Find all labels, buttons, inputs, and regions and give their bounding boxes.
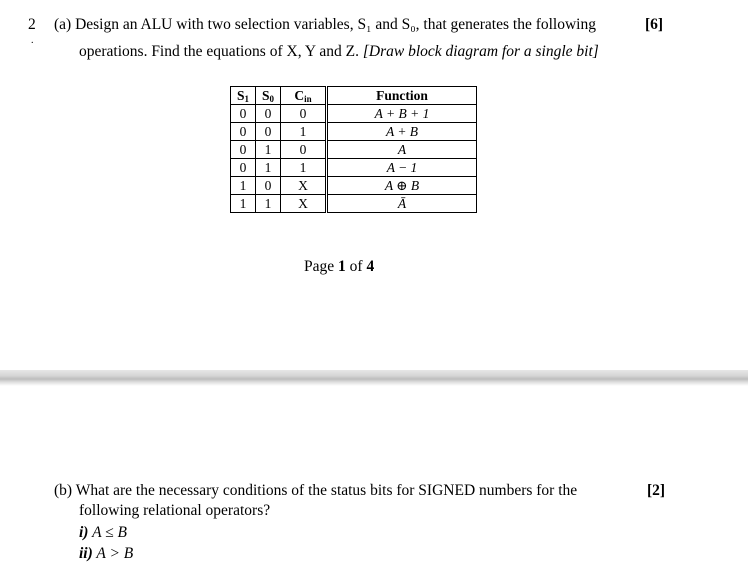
page-separator xyxy=(0,370,748,386)
cell-s0: 0 xyxy=(256,105,281,123)
cell-cin: 1 xyxy=(281,159,327,177)
cell-s1: 0 xyxy=(231,105,256,123)
cell-cin: X xyxy=(281,195,327,213)
cell-function: A ⊕ B xyxy=(327,177,477,195)
table-row xyxy=(231,105,477,123)
cell-s0: 0 xyxy=(256,177,281,195)
exam-page-2 xyxy=(0,386,748,576)
sub-question-expr: A > B xyxy=(96,545,134,562)
question-a-label: (a) xyxy=(54,16,72,33)
cell-function: A + B xyxy=(327,123,477,141)
page-number-prefix: Page xyxy=(304,258,335,275)
cell-cin: 0 xyxy=(281,141,327,159)
cell-s1: 1 xyxy=(231,195,256,213)
header-s0: $S_0$ xyxy=(256,87,281,105)
question-b-text-line2: following relational operators? xyxy=(79,502,271,519)
cell-function: A − 1 xyxy=(327,159,477,177)
page-number-mid: of xyxy=(349,258,363,275)
question-a-line2 xyxy=(79,43,599,61)
question-bullet: . xyxy=(31,35,34,46)
cell-function: Ā xyxy=(327,195,477,213)
table-row xyxy=(231,123,477,141)
question-a-instruction: [Draw block diagram for a single bit] xyxy=(362,43,599,60)
question-number: 2 xyxy=(28,16,36,33)
table-row xyxy=(231,141,477,159)
sub-question-label: ii) xyxy=(79,545,93,562)
cell-s1: 0 xyxy=(231,159,256,177)
cell-s0: 1 xyxy=(256,141,281,159)
cell-s1: 1 xyxy=(231,177,256,195)
question-b-label: (b) xyxy=(54,482,73,499)
question-a-line1 xyxy=(54,16,596,34)
cell-function: A xyxy=(327,141,477,159)
truth-table-header-row xyxy=(231,87,477,105)
question-a-text-line1: Design an ALU with two selection variables, S₁ and S₀, that generates the following xyxy=(75,16,596,33)
sub-question-ii xyxy=(79,545,133,563)
cell-cin: 1 xyxy=(281,123,327,141)
table-row xyxy=(231,159,477,177)
question-b-text-line1: What are the necessary conditions of the status bits for SIGNED numbers for the xyxy=(75,482,578,499)
cell-s0: 1 xyxy=(256,195,281,213)
cell-s0: 0 xyxy=(256,123,281,141)
sub-question-expr: A ≤ B xyxy=(92,524,127,541)
table-row xyxy=(231,177,477,195)
sub-question-label: i) xyxy=(79,524,89,541)
sub-question-i xyxy=(79,524,127,542)
cell-cin: X xyxy=(281,177,327,195)
question-a-text-line2: operations. Find the equations of X, Y and Z. xyxy=(79,43,359,60)
header-cin: $C_{in}$ xyxy=(281,87,327,105)
cell-function: A + B + 1 xyxy=(327,105,477,123)
page-number-total: 4 xyxy=(366,258,375,275)
header-function: Function xyxy=(327,87,477,105)
header-s1: $S_1$ xyxy=(231,87,256,105)
truth-table xyxy=(230,86,477,213)
table-row xyxy=(231,195,477,213)
cell-s1: 0 xyxy=(231,141,256,159)
cell-cin: 0 xyxy=(281,105,327,123)
question-b-marks: [2] xyxy=(647,482,666,499)
page-number-current: 1 xyxy=(338,258,346,275)
cell-s0: 1 xyxy=(256,159,281,177)
question-b-line1 xyxy=(54,482,577,500)
question-a-marks: [6] xyxy=(645,16,664,33)
cell-s1: 0 xyxy=(231,123,256,141)
page-number xyxy=(304,258,374,276)
